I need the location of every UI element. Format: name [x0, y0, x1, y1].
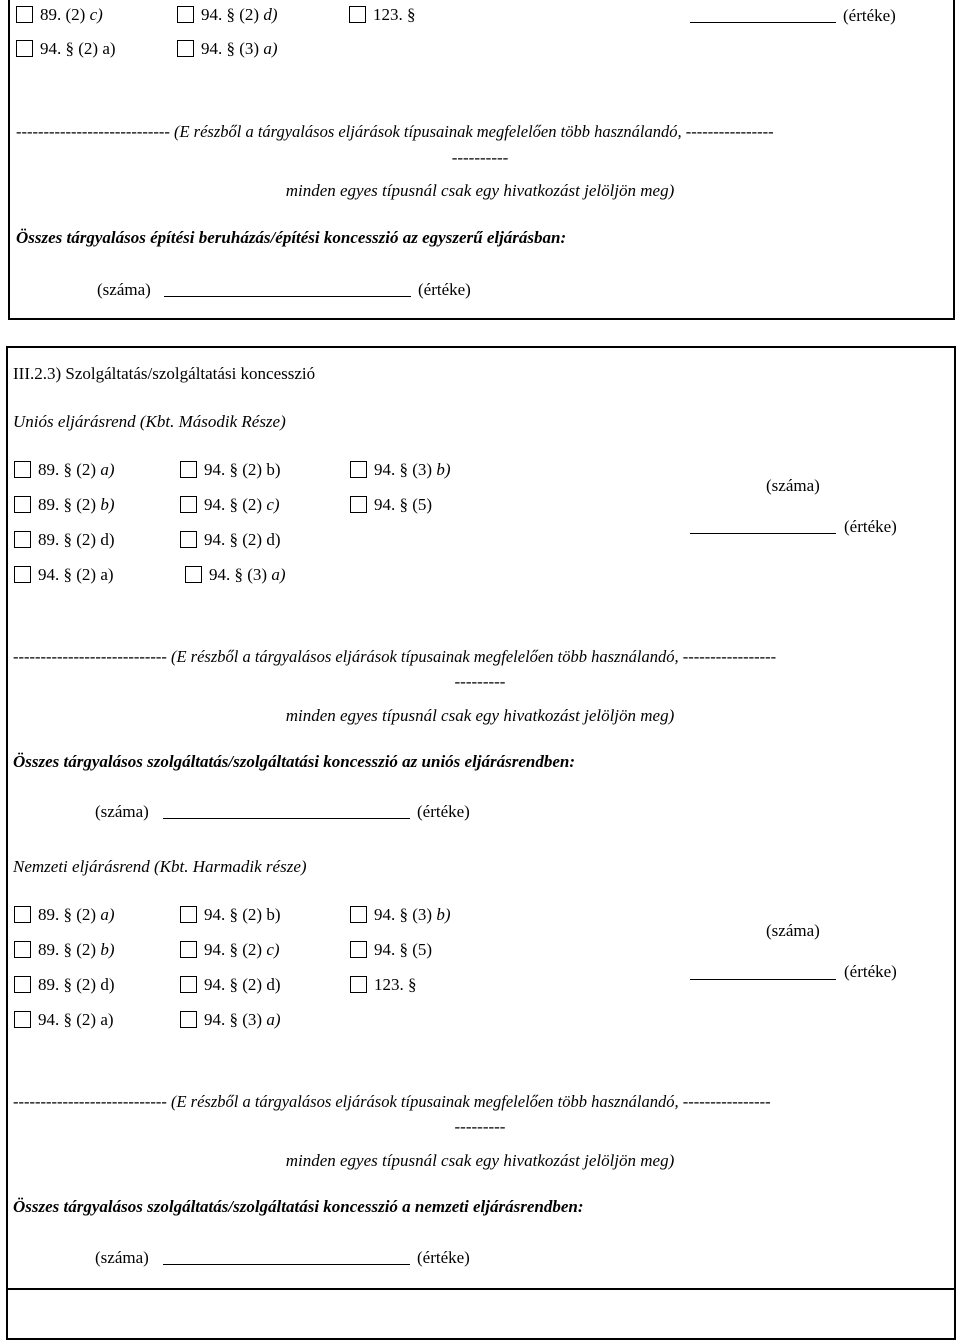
union-note-line-1: ---------------------------- (E részből a tárgyalásos eljárások típusainak megfelelően több használandó, ----------------- [13, 647, 777, 666]
checkbox-union-94-3-b[interactable]: 94. § (3) b) [350, 461, 451, 478]
para-number: 94. [40, 39, 62, 58]
checkbox-square[interactable] [14, 976, 31, 993]
checkbox-square[interactable] [180, 531, 197, 548]
para-number: 89. [38, 530, 60, 549]
bottom-box [6, 1288, 956, 1340]
para-number: 89. [38, 940, 60, 959]
note-line-3: minden egyes típusnál csak egy hivatkozást jelöljön meg) [285, 181, 675, 200]
checkbox-national-123[interactable]: 123. § [350, 976, 417, 993]
national-heading: Nemzeti eljárásrend (Kbt. Harmadik része) [13, 857, 307, 876]
para-sub: (2) [76, 495, 97, 514]
national-note-line-1: ---------------------------- (E részből a tárgyalásos eljárások típusainak megfelelően több használandó, ---------------- [13, 1092, 771, 1111]
union-total-label: Összes tárgyalásos szolgáltatás/szolgáltatási koncesszió az uniós eljárásrendben: [13, 752, 576, 771]
checkbox-square[interactable] [14, 531, 31, 548]
para-number: 94. [374, 495, 396, 514]
checkbox-square[interactable] [180, 906, 197, 923]
checkbox-national-94-3-a[interactable]: 94. § (3) a) [180, 1011, 281, 1028]
union-heading: Uniós eljárásrend (Kbt. Második Része) [13, 412, 286, 431]
checkbox-square[interactable] [350, 941, 367, 958]
total-label: Összes tárgyalásos építési beruházás/építési koncesszió az egyszerű eljárásban: [16, 228, 567, 247]
para-sub: (3) [247, 565, 268, 584]
para-number: 94. [38, 1010, 60, 1029]
para-number: 89. [40, 5, 62, 24]
para-sub: (5) [412, 940, 433, 959]
checkbox-union-94-3-a[interactable]: 94. § (3) a) [185, 566, 286, 583]
count-label: (száma) [97, 280, 151, 299]
checkbox-square[interactable] [16, 6, 33, 23]
para-letter: c) [266, 940, 280, 959]
national-total-label: Összes tárgyalásos szolgáltatás/szolgáltatási koncesszió a nemzeti eljárásrendben: [13, 1197, 584, 1216]
checkbox-national-94-2-b[interactable]: 94. § (2) b) [180, 906, 281, 923]
para-letter: b) [436, 460, 451, 479]
para-letter: b) [266, 460, 281, 479]
national-note-line-2: --------- [454, 1117, 506, 1136]
para-letter: b) [100, 495, 115, 514]
para-sub: (2) [239, 5, 260, 24]
para-number: 94. [201, 5, 223, 24]
checkbox-national-94-2-d[interactable]: 94. § (2) d) [180, 976, 281, 993]
para-sub: (2) [242, 460, 263, 479]
checkbox-square[interactable] [14, 566, 31, 583]
para-letter: a) [266, 1010, 281, 1029]
para-sub: (2) [78, 39, 99, 58]
para-letter: d) [263, 5, 278, 24]
note-line-1: ---------------------------- (E részből a tárgyalásos eljárások típusainak megfelelően több használandó, ---------------- [16, 122, 774, 141]
checkbox-national-89-2-d[interactable]: 89. § (2) d) [14, 976, 115, 993]
para-sub: (5) [412, 495, 433, 514]
checkbox-union-94-2-a[interactable]: 94. § (2) a) [14, 566, 114, 583]
para-number: 123. [373, 5, 403, 24]
note-line-2: ---------- [451, 148, 509, 167]
union-value-input-line[interactable] [690, 533, 836, 534]
para-letter: a) [100, 905, 115, 924]
checkbox-square[interactable] [14, 461, 31, 478]
para-letter: d) [100, 975, 115, 994]
checkbox-top-94-3-a[interactable]: 94. § (3) a) [177, 40, 278, 57]
para-number: 94. [204, 940, 226, 959]
checkbox-square[interactable] [14, 1011, 31, 1028]
para-sub: (2) [242, 905, 263, 924]
checkbox-square[interactable] [350, 976, 367, 993]
para-sub: (2) [76, 1010, 97, 1029]
checkbox-square[interactable] [180, 1011, 197, 1028]
total-input-line[interactable] [164, 296, 411, 297]
checkbox-square[interactable] [185, 566, 202, 583]
para-number: 89. [38, 905, 60, 924]
para-sub: (3) [412, 460, 433, 479]
para-number: 89. [38, 495, 60, 514]
para-number: 94. [204, 905, 226, 924]
para-letter: b) [436, 905, 451, 924]
union-total-value-label: (értéke) [417, 802, 470, 821]
checkbox-national-94-5[interactable]: 94. § (5) [350, 941, 432, 958]
para-number: 94. [201, 39, 223, 58]
checkbox-square[interactable] [180, 496, 197, 513]
checkbox-national-94-2-c[interactable]: 94. § (2) c) [180, 941, 280, 958]
para-number: 94. [374, 460, 396, 479]
para-letter: c) [89, 5, 103, 24]
union-total-count-label: (száma) [95, 802, 149, 821]
checkbox-square[interactable] [180, 941, 197, 958]
checkbox-union-94-5[interactable]: 94. § (5) [350, 496, 432, 513]
value-input-line[interactable] [690, 22, 836, 23]
union-note-line-3: minden egyes típusnál csak egy hivatkozást jelöljön meg) [285, 706, 675, 725]
para-letter: a) [263, 39, 278, 58]
para-letter: d) [100, 530, 115, 549]
checkbox-national-94-3-b[interactable]: 94. § (3) b) [350, 906, 451, 923]
para-number: 89. [38, 460, 60, 479]
para-letter: a) [271, 565, 286, 584]
union-count-label: (száma) [766, 476, 820, 495]
para-number: 94. [38, 565, 60, 584]
checkbox-square[interactable] [180, 976, 197, 993]
checkbox-square[interactable] [350, 906, 367, 923]
union-note-line-2: --------- [454, 672, 506, 691]
para-letter: d) [266, 975, 281, 994]
para-number: 94. [209, 565, 231, 584]
para-number: 89. [38, 975, 60, 994]
para-number: 94. [374, 905, 396, 924]
para-sub: (2) [242, 530, 263, 549]
checkbox-square[interactable] [16, 40, 33, 57]
para-letter: a) [100, 460, 115, 479]
checkbox-union-94-2-b[interactable]: 94. § (2) b) [180, 461, 281, 478]
checkbox-national-89-2-a[interactable]: 89. § (2) a) [14, 906, 115, 923]
checkbox-top-94-2-a[interactable]: 94. § (2) a) [16, 40, 116, 57]
para-sub: (2) [76, 940, 97, 959]
para-letter: b) [100, 940, 115, 959]
para-letter: a) [100, 1010, 114, 1029]
para-number: 94. [204, 975, 226, 994]
para-sub: (2) [65, 5, 86, 24]
para-number: 94. [204, 460, 226, 479]
para-number: 94. [204, 530, 226, 549]
section-title: III.2.3) Szolgáltatás/szolgáltatási koncesszió [13, 364, 316, 383]
para-letter: c) [266, 495, 280, 514]
para-number: 94. [204, 495, 226, 514]
para-sub: (2) [76, 565, 97, 584]
union-value-label: (értéke) [844, 517, 897, 536]
national-total-value-label: (értéke) [417, 1248, 470, 1267]
para-sub: (3) [412, 905, 433, 924]
para-number: 94. [204, 1010, 226, 1029]
para-sub: (2) [76, 460, 97, 479]
checkbox-top-89-2-c[interactable] [16, 6, 103, 23]
para-letter: a) [100, 565, 114, 584]
checkbox-union-94-2-c[interactable]: 94. § (2) c) [180, 496, 280, 513]
checkbox-union-89-2-b[interactable]: 89. § (2) b) [14, 496, 115, 513]
para-sub: (2) [242, 940, 263, 959]
para-sub: (2) [242, 975, 263, 994]
checkbox-square[interactable] [350, 496, 367, 513]
para-number: 94. [374, 940, 396, 959]
national-count-label: (száma) [766, 921, 820, 940]
checkbox-union-89-2-a[interactable]: 89. § (2) a) [14, 461, 115, 478]
checkbox-square[interactable] [177, 40, 194, 57]
checkbox-square[interactable] [349, 6, 366, 23]
checkbox-square[interactable] [350, 461, 367, 478]
para-letter: d) [266, 530, 281, 549]
national-total-input-line[interactable] [163, 1264, 410, 1265]
checkbox-square[interactable] [14, 906, 31, 923]
para-sub: (2) [76, 530, 97, 549]
para-sub: (2) [76, 975, 97, 994]
checkbox-square[interactable] [14, 496, 31, 513]
checkbox-top-94-2-d[interactable]: 94. § (2) d) [177, 6, 278, 23]
union-total-input-line[interactable] [163, 818, 410, 819]
checkbox-square[interactable] [14, 941, 31, 958]
checkbox-union-94-2-d[interactable]: 94. § (2) d) [180, 531, 281, 548]
national-total-count-label: (száma) [95, 1248, 149, 1267]
para-letter: b) [266, 905, 281, 924]
checkbox-national-89-2-b[interactable]: 89. § (2) b) [14, 941, 115, 958]
national-value-label: (értéke) [844, 962, 897, 981]
para-sub: (2) [242, 495, 263, 514]
para-letter: a) [102, 39, 116, 58]
para-sub: (3) [242, 1010, 263, 1029]
checkbox-top-123[interactable]: 123. § [349, 6, 416, 23]
checkbox-square[interactable] [177, 6, 194, 23]
national-value-input-line[interactable] [690, 979, 836, 980]
para-sub: (2) [76, 905, 97, 924]
national-note-line-3: minden egyes típusnál csak egy hivatkozást jelöljön meg) [285, 1151, 675, 1170]
para-sub: (3) [239, 39, 260, 58]
para-number: 123. [374, 975, 404, 994]
total-value-label: (értéke) [418, 280, 471, 299]
value-label: (értéke) [843, 6, 896, 25]
checkbox-square[interactable] [180, 461, 197, 478]
checkbox-national-94-2-a[interactable]: 94. § (2) a) [14, 1011, 114, 1028]
checkbox-union-89-2-d[interactable]: 89. § (2) d) [14, 531, 115, 548]
